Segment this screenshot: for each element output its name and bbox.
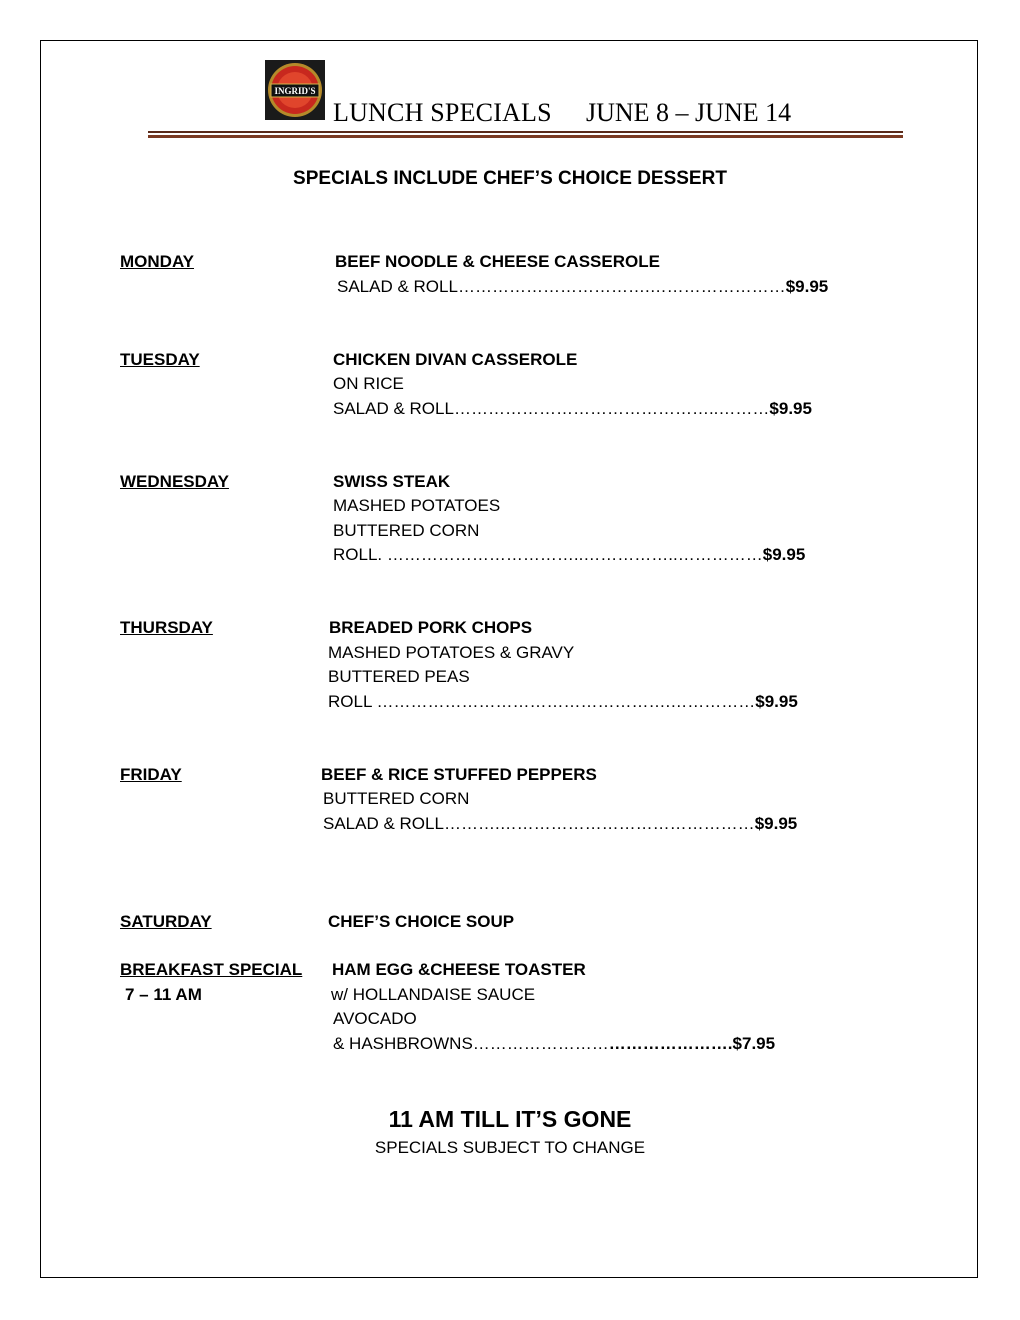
ingrids-logo <box>265 60 325 120</box>
menu-line-breakfast <box>333 1034 775 1054</box>
logo-text: INGRID'S <box>274 86 316 96</box>
leader-dots: …………………………………………….…………… <box>376 692 756 711</box>
header-title: LUNCH SPECIALS <box>333 98 552 127</box>
leader-dots: …………………… <box>472 1034 609 1053</box>
price-breakfast: $7.95 <box>732 1034 776 1053</box>
day-label-saturday: SATURDAY <box>120 912 212 931</box>
dish-thursday: BREADED PORK CHOPS <box>329 618 533 637</box>
closing-title: 11 AM TILL IT’S GONE <box>388 1106 632 1132</box>
menu-line-thursday <box>328 692 798 712</box>
dish-breakfast: HAM EGG &CHEESE TOASTER <box>332 960 586 979</box>
header-dates: JUNE 8 – JUNE 14 <box>586 98 792 127</box>
header-rule <box>148 131 903 133</box>
breakfast-side-1: w/ HOLLANDAISE SAUCE <box>331 985 536 1004</box>
price-thursday: $9.95 <box>755 692 798 711</box>
price-tuesday: $9.95 <box>769 399 812 418</box>
side-text: SALAD & ROLL <box>337 277 458 296</box>
leader-dots: …………………………….…………………… <box>457 277 786 296</box>
side-text: & HASHBROWNS <box>333 1034 473 1053</box>
side-thursday-1: MASHED POTATOES & GRAVY <box>328 643 575 662</box>
dish-saturday: CHEF’S CHOICE SOUP <box>328 912 515 931</box>
side-wednesday-2: BUTTERED CORN <box>333 521 480 540</box>
breakfast-label: BREAKFAST SPECIAL <box>120 960 303 979</box>
day-label-monday: MONDAY <box>120 252 194 271</box>
price-wednesday: $9.95 <box>762 545 806 564</box>
day-label-thursday: THURSDAY <box>120 618 213 637</box>
dish-friday: BEEF & RICE STUFFED PEPPERS <box>321 765 597 784</box>
breakfast-side-2: AVOCADO <box>333 1009 417 1028</box>
day-label-tuesday: TUESDAY <box>120 350 200 369</box>
side-text: ROLL <box>328 692 377 711</box>
day-label-friday: FRIDAY <box>120 765 182 784</box>
breakfast-hours: 7 – 11 AM <box>125 985 202 1004</box>
price-friday: $9.95 <box>754 814 798 833</box>
leader-dots: ………………………………………..……… <box>453 399 770 418</box>
day-label-wednesday: WEDNESDAY <box>120 472 229 491</box>
menu-line-friday <box>323 814 797 834</box>
side-text: ROLL. <box>333 545 387 564</box>
side-tuesday-1: ON RICE <box>333 374 404 393</box>
leader-dots: ……………………………..……………..…………… <box>386 545 763 564</box>
menu-line-monday <box>337 277 828 297</box>
subtitle: SPECIALS INCLUDE CHEF’S CHOICE DESSERT <box>293 168 727 189</box>
dish-tuesday: CHICKEN DIVAN CASSEROLE <box>333 350 578 369</box>
side-wednesday-1: MASHED POTATOES <box>333 496 501 515</box>
price-monday: $9.95 <box>785 277 829 296</box>
side-text: SALAD & ROLL <box>323 814 444 833</box>
menu-line-tuesday <box>333 399 812 419</box>
header-rule-thick <box>148 135 903 138</box>
leader-dots-bold: …………………. <box>608 1034 733 1053</box>
dish-wednesday: SWISS STEAK <box>333 472 451 491</box>
side-friday-1: BUTTERED CORN <box>323 789 470 808</box>
dish-monday: BEEF NOODLE & CHEESE CASSEROLE <box>335 252 660 271</box>
side-text: SALAD & ROLL <box>333 399 454 418</box>
closing-note: SPECIALS SUBJECT TO CHANGE <box>374 1138 646 1157</box>
side-thursday-2: BUTTERED PEAS <box>328 667 470 686</box>
leader-dots: ……….……………………………………… <box>443 814 755 833</box>
menu-line-wednesday <box>333 545 805 565</box>
